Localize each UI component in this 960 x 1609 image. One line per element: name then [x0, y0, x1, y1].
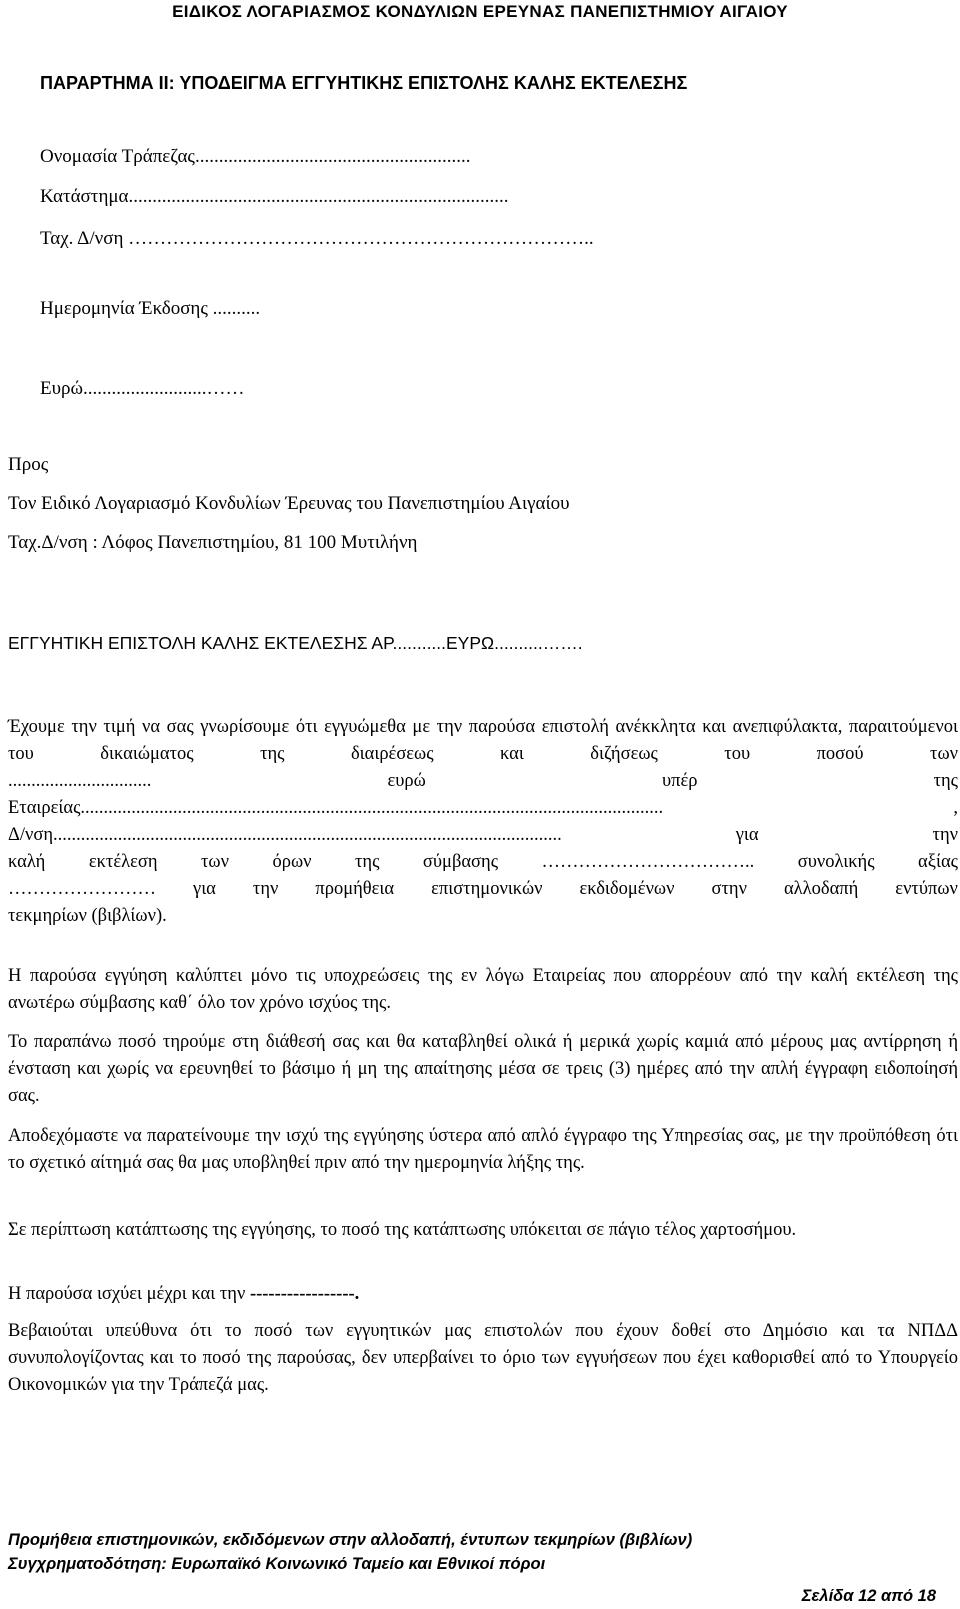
word: αξίας — [918, 852, 958, 872]
word: της — [933, 771, 958, 791]
paragraph-declaration: Βεβαιούται υπεύθυνα ότι το ποσό των εγγυητικών μας επιστολών που έχουν δοθεί στο Δημόσιο και τα ΝΠΔΔ συνυπολογίζοντας και το ποσό της παρούσας, δεν υπερβαίνει το όριο των εγγυήσεων που έχει καθορισθεί από το Υπουργείο Οικονομικών για την Τράπεζά μας. — [8, 1321, 958, 1395]
word: , — [953, 798, 958, 818]
amount-dots: ............................... — [8, 771, 152, 791]
word: εντύπων — [895, 879, 958, 899]
word: επιστημονικών — [431, 879, 543, 899]
contract-dots: …………………………….. — [541, 852, 755, 872]
footer-project: Προμήθεια επιστημονικών, εκδιδόμενων στην αλλοδαπή, έντυπων τεκμηρίων (βιβλίων) — [8, 1531, 693, 1549]
value-dots: …………………… — [8, 879, 156, 899]
word: όρων — [272, 852, 312, 872]
word: εκδιδομένων — [579, 879, 675, 899]
paragraph-coverage: Η παρούσα εγγύηση καλύπτει μόνο τις υποχρεώσεις της εν λόγω Εταιρείας που απορρέουν από την καλή εκτέλεση της ανωτέρω σύμβασης καθ΄ όλο τον χρόνο ισχύος της. — [8, 966, 958, 1013]
recipient-address: Ταχ.Δ/νση : Λόφος Πανεπιστημίου, 81 100 Μυτιλήνη — [8, 532, 418, 553]
word: της — [354, 852, 380, 872]
company-address-row — [8, 822, 958, 849]
paragraph-guarantee — [8, 714, 958, 930]
word: ευρώ — [387, 771, 426, 791]
word: προμήθεια — [315, 879, 395, 899]
recipient-to: Προς — [8, 454, 49, 475]
company-dots: Εταιρείας.............................................................................................................................. — [8, 798, 664, 818]
amount-row — [8, 768, 958, 795]
word: εκτέλεση — [88, 852, 158, 872]
page-number: Σελίδα 12 από 18 — [801, 1587, 936, 1605]
word: σύμβασης — [422, 852, 499, 872]
paragraph-extension: Αποδεχόμαστε να παρατείνουμε την ισχύ της εγγύησης ύστερα από απλό έγγραφο της Υπηρεσίας σας, με την προϋπόθεση ότι το σχετικό αίτημά σας θα μας υποβληθεί πριν από την ημερομηνία λήξης της. — [8, 1126, 958, 1173]
word: για — [193, 879, 216, 899]
word: στην — [711, 879, 747, 899]
page-header: ΕΙΔΙΚΟΣ ΛΟΓΑΡΙΑΣΜΟΣ ΚΟΝΔΥΛΙΩΝ ΕΡΕΥΝΑΣ ΠΑΝΕΠΙΣΤΗΜΙΟΥ ΑΙΓΑΙΟΥ — [172, 2, 788, 21]
document-title: ΠΑΡΑΡΤΗΜΑ ΙΙ: ΥΠΟΔΕΙΓΜΑ ΕΓΓΥΗΤΙΚΗΣ ΕΠΙΣΤΟΛΗΣ ΚΑΛΗΣ ΕΚΤΕΛΕΣΗΣ — [40, 73, 688, 93]
validity-text: Η παρούσα ισχύει μέχρι και την — [8, 1284, 250, 1304]
footer-funding: Συγχρηματοδότηση: Ευρωπαϊκό Κοινωνικό Ταμείο και Εθνικοί πόροι — [8, 1555, 546, 1573]
company-address-dots: Δ/νση.............................................................................................................. — [8, 825, 562, 845]
paragraph-guarantee-intro: Έχουμε την τιμή να σας γνωρίσουμε ότι εγγυώμεθα με την παρούσα επιστολή ανέκκλητα και ανεπιφύλακτα, παραιτούμενοι του δικαιώματος της διαιρέσεως και διζήσεως του ποσού των — [8, 717, 958, 764]
euro-field: Ευρώ..........................…… — [40, 378, 245, 399]
paragraph-validity — [8, 1281, 958, 1308]
procurement-row — [8, 876, 958, 903]
word: την — [932, 825, 958, 845]
paragraph-payment: Το παραπάνω ποσό τηρούμε στη διάθεσή σας και θα καταβληθεί ολικά ή μερικά χωρίς καμιά από μέρους μας αντίρρηση ή ένσταση και χωρίς να ερευνηθεί το βάσιμο ή μη της απαίτησης μέσα σε τρεις (3) ημέρες από την απλή έγγραφη ειδοποίησή σας. — [8, 1032, 958, 1106]
word: των — [201, 852, 229, 872]
bank-name-field: Ονομασία Τράπεζας.......................................................... — [40, 146, 471, 167]
address-field: Ταχ. Δ/νση ……………………………………………………………….. — [40, 228, 594, 249]
word: την — [252, 879, 279, 899]
paragraph-guarantee-end: τεκμηρίων (βιβλίων). — [8, 906, 167, 926]
word: για — [735, 825, 759, 845]
word: συνολικής — [797, 852, 875, 872]
issue-date-field: Ημερομηνία Έκδοσης .......... — [40, 298, 261, 319]
word: καλή — [8, 852, 46, 872]
word: υπέρ — [661, 771, 698, 791]
contract-row — [8, 849, 958, 876]
guarantee-letter-heading: ΕΓΓΥΗΤΙΚΗ ΕΠΙΣΤΟΛΗ ΚΑΛΗΣ ΕΚΤΕΛΕΣΗΣ ΑΡ...........ΕΥΡΩ..........……. — [8, 633, 583, 653]
validity-date: -----------------. — [249, 1284, 360, 1304]
branch-field: Κατάστημα................................................................................ — [40, 186, 509, 207]
paragraph-forfeiture: Σε περίπτωση κατάπτωσης της εγγύησης, το ποσό της κατάπτωσης υπόκειται σε πάγιο τέλος χαρτοσήμου. — [8, 1220, 797, 1240]
company-row — [8, 795, 958, 822]
word: αλλοδαπή — [783, 879, 859, 899]
recipient-name: Τον Ειδικό Λογαριασμό Κονδυλίων Έρευνας του Πανεπιστημίου Αιγαίου — [8, 493, 570, 514]
